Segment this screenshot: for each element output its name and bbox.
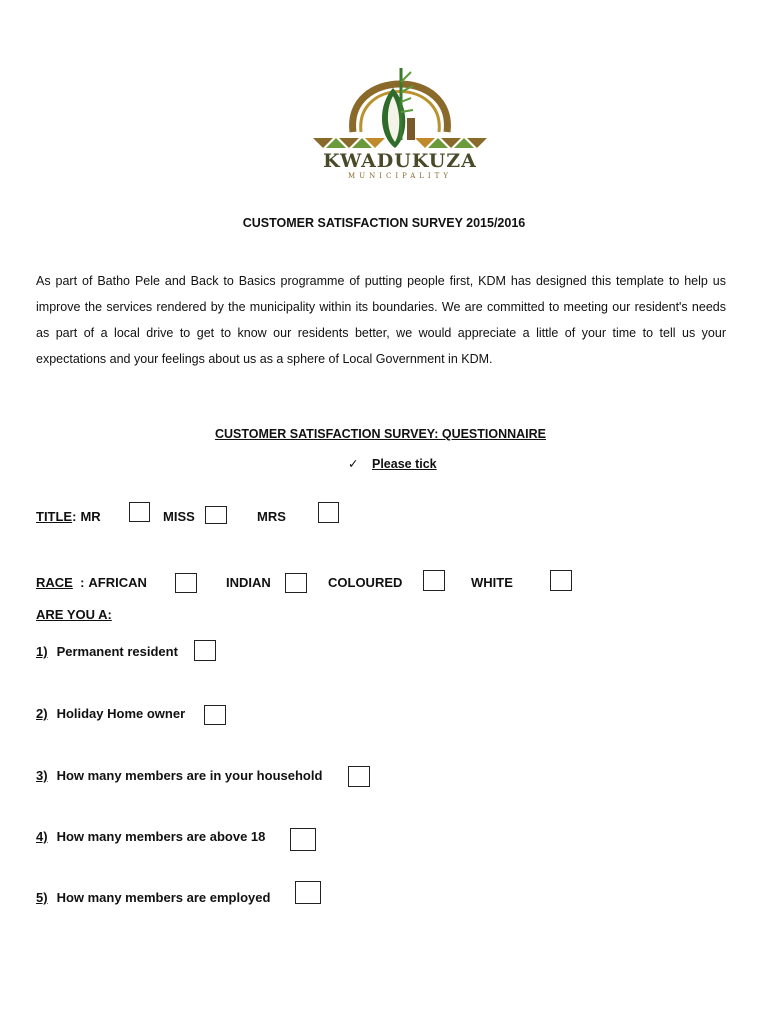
race-indian-label: INDIAN	[226, 575, 271, 590]
title-mrs-label: MRS	[257, 509, 286, 524]
title-mr-checkbox[interactable]	[129, 502, 150, 522]
title-mrs-checkbox[interactable]	[318, 502, 339, 523]
race-white-checkbox[interactable]	[550, 570, 572, 591]
survey-title: CUSTOMER SATISFACTION SURVEY 2015/2016	[242, 216, 526, 230]
please-tick-note	[348, 456, 437, 471]
checkmark-icon: ✓	[348, 457, 359, 471]
question-1: 1) Permanent resident	[36, 644, 178, 659]
race-label: RACE : AFRICAN	[36, 575, 147, 590]
question-3-checkbox[interactable]	[348, 766, 370, 787]
race-indian-checkbox[interactable]	[285, 573, 307, 593]
question-1-checkbox[interactable]	[194, 640, 216, 661]
title-miss-label: MISS	[163, 509, 195, 524]
questionnaire-title: CUSTOMER SATISFACTION SURVEY: QUESTIONNAIRE	[214, 427, 547, 441]
question-3: 3) How many members are in your household	[36, 768, 323, 783]
logo-subtitle: MUNICIPALITY	[348, 172, 452, 180]
title-label: TITLE: MR	[36, 509, 101, 524]
question-4: 4) How many members are above 18	[36, 829, 266, 844]
title-miss-checkbox[interactable]	[205, 506, 227, 524]
race-coloured-checkbox[interactable]	[423, 570, 445, 591]
logo-wordmark: KWADUKUZA	[323, 150, 477, 172]
race-coloured-label: COLOURED	[328, 575, 403, 590]
question-4-checkbox[interactable]	[290, 828, 316, 851]
race-white-label: WHITE	[471, 575, 513, 590]
race-african-checkbox[interactable]	[175, 573, 197, 593]
kwadukuza-logo	[305, 48, 495, 183]
intro-paragraph: As part of Batho Pele and Back to Basics programme of putting people first, KDM has designed this template to help us improve the services rendered by the municipality within its boundaries. We are committed to meeting our resident's needs as part of a local drive to get to know our residents better, we would appreciate a little of your time to tell us your expectations and your feelings about us as a sphere of Local Government in KDM.	[36, 274, 726, 366]
are-you-heading: ARE YOU A:	[36, 607, 112, 622]
question-2-checkbox[interactable]	[204, 705, 226, 725]
question-5-checkbox[interactable]	[295, 881, 321, 904]
please-tick-text: Please tick	[372, 457, 437, 471]
question-2: 2) Holiday Home owner	[36, 706, 186, 721]
question-5: 5) How many members are employed	[36, 890, 271, 905]
